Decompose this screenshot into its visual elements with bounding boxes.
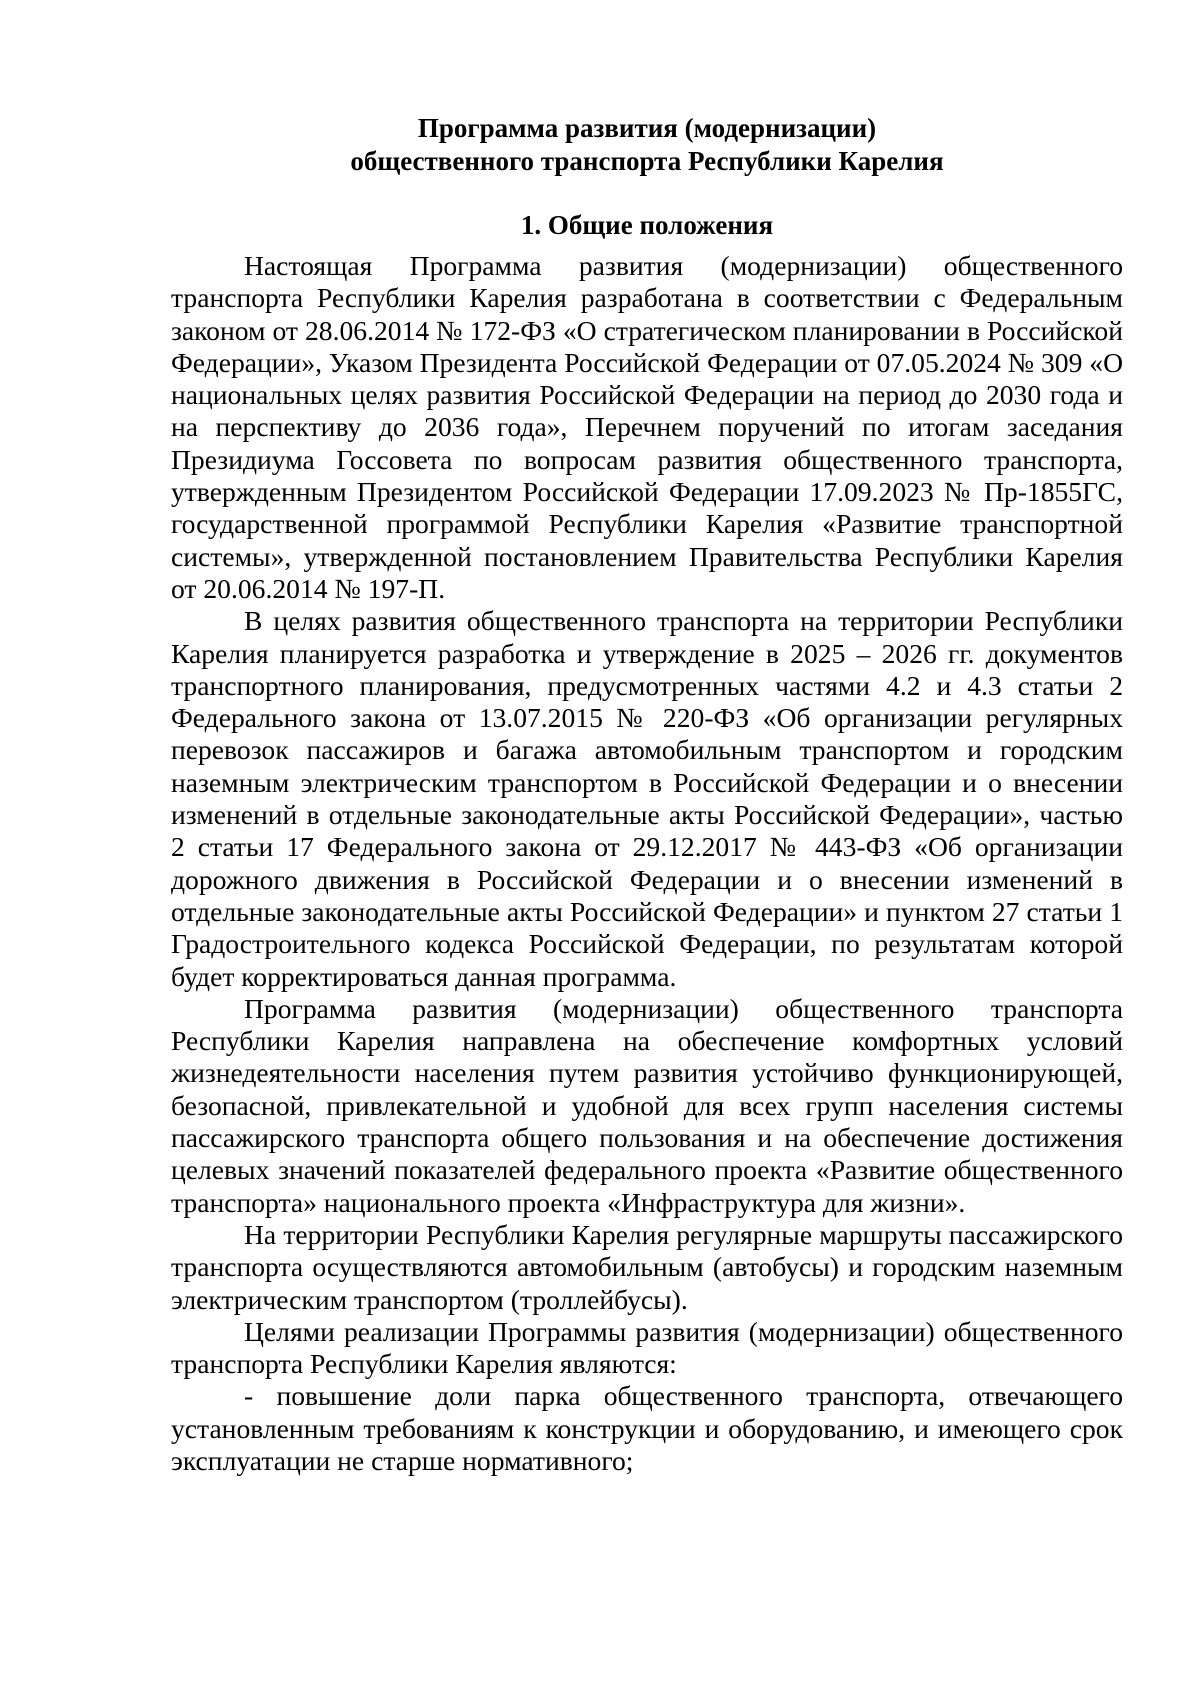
- document-title-line-1: Программа развития (модернизации): [417, 113, 877, 143]
- paragraph-transport-planning: В целях развития общественного транспорта на территории Республики Карелия планируется разработка и утверждение в 2025 – 2026 гг. документов транспортного планирования, предусмотренных частями 4.2 и 4.3 статьи 2 Федерального закона от 13.07.2015 № 220-ФЗ «Об организации регулярных перевозок пассажиров и багажа автомобильным транспортом и городским наземным электрическим транспортом в Российской Федерации и о внесении изменений в отдельные законодательные акты Российской Федерации», частью 2 статьи 17 Федерального закона от 29.12.2017 № 443-ФЗ «Об организации дорожного движения в Российской Федерации и о внесении изменений в отдельные законодательные акты Российской Федерации» и пунктом 27 статьи 1 Градостроительного кодекса Российской Федерации, по результатам которой будет корректироваться данная программа.: [171, 605, 1123, 992]
- paragraph-goals-intro: Целями реализации Программы развития (модернизации) общественного транспорта Республики Карелия являются:: [171, 1315, 1123, 1380]
- document-body: [171, 112, 1123, 1477]
- section-heading: 1. Общие положения: [520, 210, 774, 240]
- paragraph-goal-item: - повышение доли парка общественного транспорта, отвечающего установленным требованиям к конструкции и оборудованию, и имеющего срок эксплуатации не старше нормативного;: [171, 1380, 1123, 1476]
- document-title-line-2: общественного транспорта Республики Карелия: [350, 146, 944, 176]
- paragraph-legal-basis: Настоящая Программа развития (модернизации) общественного транспорта Республики Карелия разработана в соответствии с Федеральным законом от 28.06.2014 № 172-ФЗ «О стратегическом планировании в Российской Федерации», Указом Президента Российской Федерации от 07.05.2024 № 309 «О национальных целях развития Российской Федерации на период до 2030 года и на перспективу до 2036 года», Перечнем поручений по итогам заседания Президиума Госсовета по вопросам развития общественного транспорта, утвержденным Президентом Российской Федерации 17.09.2023 № Пр-1855ГС, государственной программой Республики Карелия «Развитие транспортной системы», утвержденной постановлением Правительства Республики Карелия от 20.06.2014 № 197-П.: [171, 250, 1123, 604]
- paragraph-routes: На территории Республики Карелия регулярные маршруты пассажирского транспорта осуществляются автомобильным (автобусы) и городским наземным электрическим транспортом (троллейбусы).: [171, 1218, 1123, 1315]
- paragraph-program-aim: Программа развития (модернизации) общественного транспорта Республики Карелия направлена на обеспечение комфортных условий жизнедеятельности населения путем развития устойчиво функционирующей, безопасной, привлекательной и удобной для всех групп населения системы пассажирского транспорта общего пользования и на обеспечение достижения целевых значений показателей федерального проекта «Развитие общественного транспорта» национального проекта «Инфраструктура для жизни».: [171, 992, 1123, 1218]
